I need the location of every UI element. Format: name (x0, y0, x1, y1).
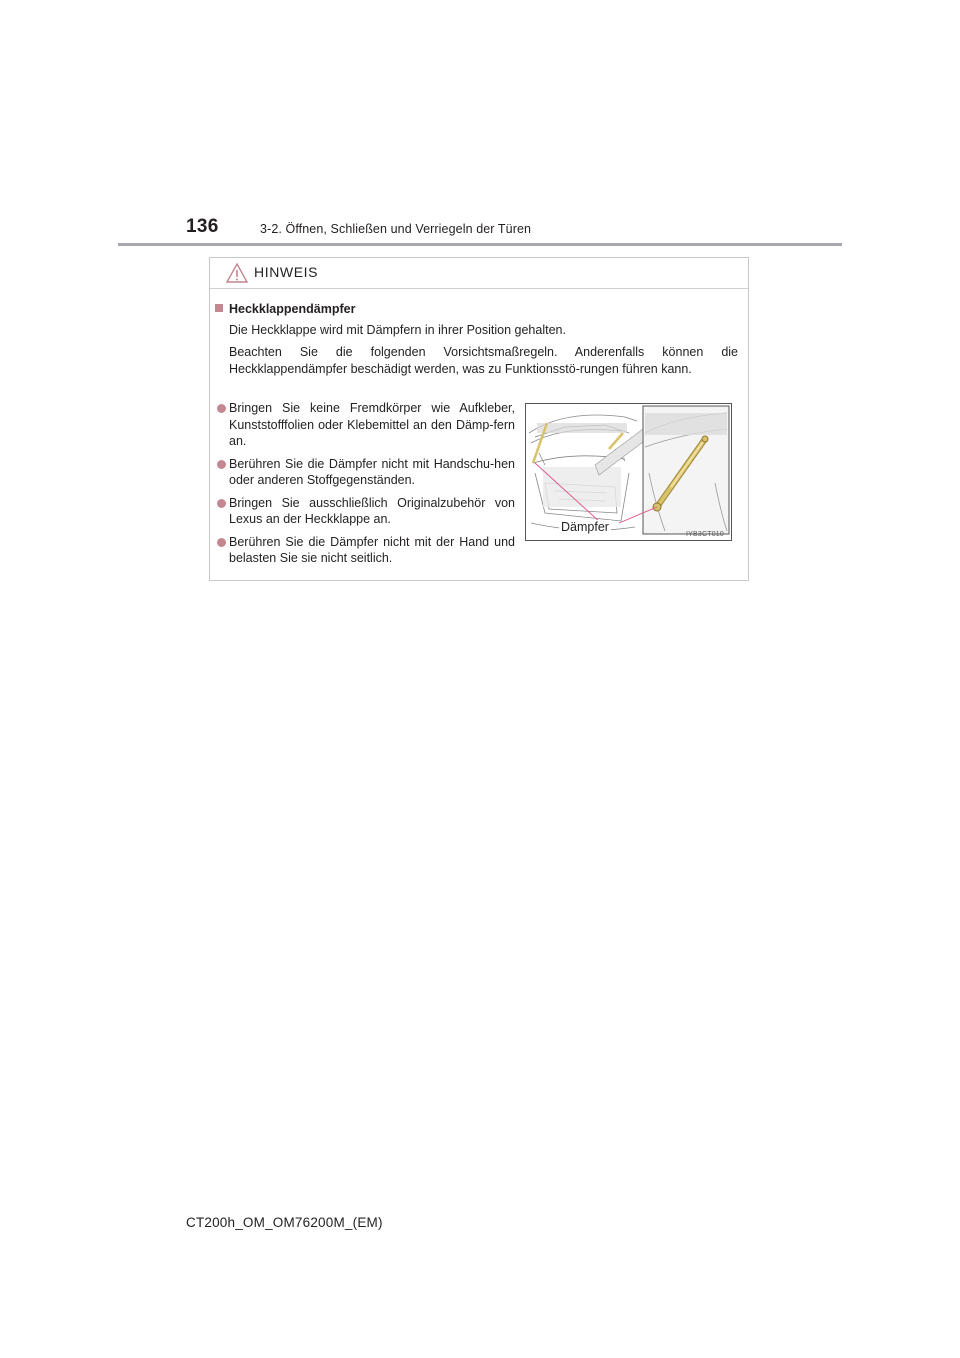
list-item: Berühren Sie die Dämpfer nicht mit der Hand und belasten Sie sie nicht seitlich. (215, 534, 515, 567)
subheading (215, 302, 355, 316)
notice-box (209, 257, 749, 581)
square-bullet-icon (215, 304, 223, 312)
bullet-list (215, 400, 515, 573)
header-rule (118, 243, 842, 246)
damper-illustration (525, 403, 732, 541)
figure-code: IYB3CT010 (686, 531, 724, 538)
footer-doc-code: CT200h_OM_OM76200M_(EM) (186, 1215, 383, 1230)
intro-paragraph: Die Heckklappe wird mit Dämpfern in ihrer Position gehalten. (229, 323, 566, 337)
warning-triangle-icon (226, 263, 248, 283)
notice-header (210, 258, 748, 289)
list-item: Bringen Sie ausschließlich Originalzubehör von Lexus an der Heckklappe an. (215, 495, 515, 528)
page-number: 136 (186, 216, 219, 237)
section-title: 3-2. Öffnen, Schließen und Verriegeln der Türen (260, 222, 532, 236)
circle-bullet-icon (217, 538, 226, 547)
callout-label: Dämpfer (561, 520, 609, 534)
list-item: Bringen Sie keine Fremdkörper wie Aufkleber, Kunststofffolien oder Klebemittel an den Dämp-fern an. (215, 400, 515, 450)
circle-bullet-icon (217, 460, 226, 469)
list-item: Berühren Sie die Dämpfer nicht mit Handschu-hen oder anderen Stoffgegenständen. (215, 456, 515, 489)
circle-bullet-icon (217, 404, 226, 413)
caution-paragraph: Beachten Sie die folgenden Vorsichtsmaßregeln. Anderenfalls können die Heckklappendämpfer beschädigt werden, was zu Funktionsstö-rungen führen kann. (229, 345, 738, 376)
circle-bullet-icon (217, 499, 226, 508)
notice-label: HINWEIS (254, 264, 319, 280)
subheading-text: Heckklappendämpfer (229, 302, 356, 316)
